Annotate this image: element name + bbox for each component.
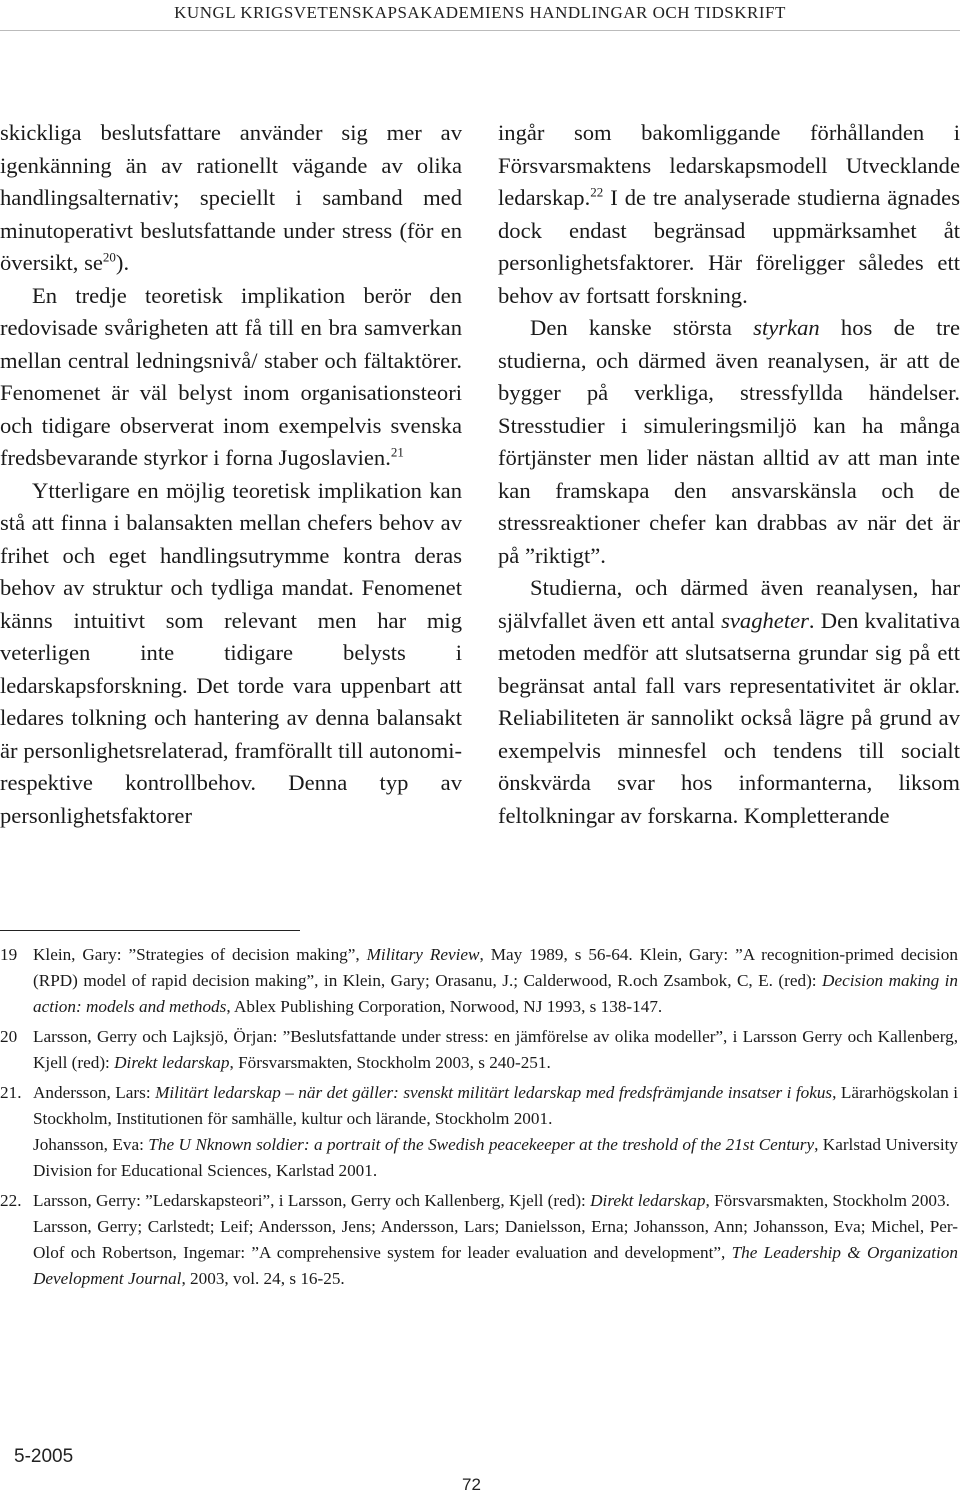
left-paragraph-3: Ytterligare en möjlig teoretisk implikation kan stå att finna i balansakten mellan chefers behov av frihet och eget handlingsutrymme kontra deras behov av struktur och tydliga mandat. Fenomenet känns intuitivt som relevant men har mig veterligen inte tidigare belysts i ledarskapsforskning. Det torde vara uppenbart att ledares tolkning och hantering av denna balansakt är personlighetsrelaterad, framförallt till autonomi- respektive kontrollbehov. Denna typ av personlighetsfaktorer <box>0 477 462 828</box>
header-divider <box>0 30 960 31</box>
footnote-ref-20[interactable]: 20 <box>102 249 116 265</box>
footnote-22: 22. Larsson, Gerry: ”Ledarskapsteori”, i Larsson, Gerry och Kallenberg, Kjell (red): Direkt ledarskap, Försvarsmakten, Stockholm 2003. Larsson, Gerry; Carlstedt; Leif; Andersson, Jens; Andersson, Lars; Danielsson, Erna; Johansson, Ann; Johansson, Eva; Michel, Per-Olof och Robertson, Ingemar: ”A comprehensive system for leader evaluation and development”, The Leadership & Organization Development Journal, 2003, vol. 24, s 16-25. <box>0 1188 958 1292</box>
footnote-number: 20 <box>0 1027 18 1046</box>
right-paragraph-1: ingår som bakomliggande förhållanden i Försvarsmaktens ledarskapsmodell Utvecklande ledarskap.$^{22}$ I de tre analyserade studierna ägnades dock endast begränsad uppmärksamhet åt personlighetsfaktorer. Här föreligger således ett behov av fortsatt forskning. <box>498 120 960 308</box>
page-number: 72 <box>462 1475 481 1494</box>
right-paragraph-3: Studierna, och därmed även reanalysen, har självfallet även ett antal svagheter. Den kvalitativa metoden medför att slutsatserna grundar sig på ett begränsat antal fall vars representativitet är oklar. Reliabiliteten är sannolikt också lägre på grund av exempelvis minnesfel och tendens till socialt önskvärda svar hos informanterna, liksom feltolkningar av forskarna. Kompletterande <box>498 575 960 828</box>
footnote-number: 22. <box>0 1191 22 1210</box>
footnote-number: 19 <box>0 945 18 964</box>
footnote-number: 21. <box>0 1083 22 1102</box>
footnote-21: 21. Andersson, Lars: Militärt ledarskap – när det gäller: svenskt militärt ledarskap med fredsfrämjande insatser i fokus, Lärarhögskolan i Stockholm, Institutionen för samhälle, kultur och lärande, Stockholm 2001. Johansson, Eva: The U Nknown soldier: a portrait of the Swedish peacekeeper at the treshold of the 21st Century, Karlstad University Division for Educational Sciences, Karlstad 2001. <box>0 1080 958 1184</box>
left-paragraph-1: skickliga beslutsfattare använder sig mer av igenkänning än av rationellt vägande av olika handlingsalternativ; speciellt i samband med minutoperativt beslutsfattande under stress (för en översikt, $se^{20}$). <box>0 120 462 275</box>
footnote-divider <box>0 930 300 931</box>
emphasis-styrkan: styrkan <box>753 315 820 340</box>
footnote-ref-22[interactable]: 22 <box>590 184 604 200</box>
footnote-19: 19 Klein, Gary: ”Strategies of decision making”, Military Review, May 1989, s 56-64. Klein, Gary: ”A recognition-primed decision (RPD) model of rapid decision making”, in Klein, Gary; Orasanu, J.; Calderwood, R.och Zsambok, C, E. (red): Decision making in action: models and methods, Ablex Publishing Corporation, Norwood, NJ 1993, s 138-147. <box>0 942 958 1020</box>
footnote-ref-21[interactable]: 21 <box>390 444 404 460</box>
footnote-20: 20 Larsson, Gerry och Lajksjö, Örjan: ”Beslutsfattande under stress: en jämförelse av olika modeller”, i Larsson Gerry och Kallenberg, Kjell (red): Direkt ledarskap, Försvarsmakten, Stockholm 2003, s 240-251. <box>0 1024 958 1076</box>
left-paragraph-2: En tredje teoretisk implikation berör den redovisade svårigheten att få till en bra samverkan mellan central ledningsnivå/ staber och fältaktörer. Fenomenet är väl belyst inom organisationsteori och tidigare observerat inom exempelvis svenska fredsbevarande styrkor i forna Jugoslavien.$^{21}$ <box>0 282 462 470</box>
footnotes <box>0 942 958 1296</box>
journal-header: KUNGL KRIGSVETENSKAPSAKADEMIENS HANDLINGAR OCH TIDSKRIFT <box>174 3 786 22</box>
left-column <box>0 117 462 832</box>
right-paragraph-2: Den kanske största styrkan hos de tre studierna, och därmed även reanalysen, är att de bygger på verkliga, stressfyllda händelser. Stresstudier i simuleringsmiljö kan ha många förtjänster men lider nästan alltid av att man inte kan framskapa den ansvarskänsla och de stressreaktioner chefer kan drabbas av när det är på ”riktigt”. <box>498 315 960 568</box>
emphasis-svagheter: svagheter <box>721 607 809 633</box>
right-column <box>498 117 960 832</box>
issue-number: 5-2005 <box>14 1446 74 1467</box>
